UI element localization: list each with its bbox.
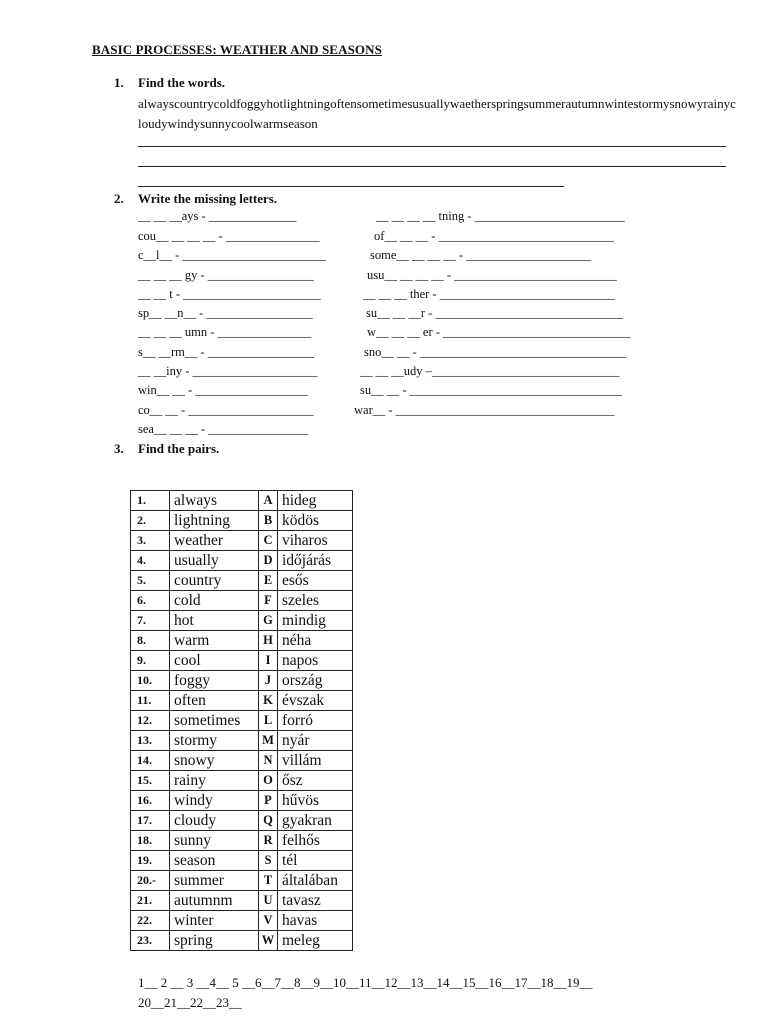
english-word: autumnm [170, 891, 259, 911]
hungarian-word: hűvös [278, 791, 353, 811]
missing-letters-right[interactable]: usu__ __ __ __ - __________________________ [367, 268, 617, 282]
pair-letter: G [259, 611, 278, 631]
page-title: BASIC PROCESSES: WEATHER AND SEASONS [92, 42, 382, 57]
english-word: always [170, 491, 259, 511]
missing-letters-left[interactable]: sp__ __n__ - _________________ [138, 306, 313, 320]
pair-letter: V [259, 911, 278, 931]
pair-letter: U [259, 891, 278, 911]
pair-letter: L [259, 711, 278, 731]
missing-letters-right[interactable]: __ __ __ __ tning - ________________________ [376, 209, 625, 223]
pairs-row [131, 611, 353, 631]
pairs-row [131, 511, 353, 531]
pair-letter: S [259, 851, 278, 871]
hungarian-word: viharos [278, 531, 353, 551]
hungarian-word: gyakran [278, 811, 353, 831]
pair-letter: J [259, 671, 278, 691]
missing-letters-right[interactable]: sno__ __ - _________________________________ [364, 345, 627, 359]
pair-number: 16. [131, 791, 170, 811]
pair-letter: M [259, 731, 278, 751]
pairs-row [131, 751, 353, 771]
english-word: foggy [170, 671, 259, 691]
pairs-row [131, 571, 353, 591]
pair-letter: D [259, 551, 278, 571]
english-word: winter [170, 911, 259, 931]
pair-number: 15. [131, 771, 170, 791]
missing-letters-left[interactable]: __ __ __ umn - _______________ [138, 325, 312, 339]
english-word: warm [170, 631, 259, 651]
missing-letters-left[interactable]: sea__ __ __ - ________________ [138, 422, 309, 436]
hungarian-word: napos [278, 651, 353, 671]
pair-number: 4. [131, 551, 170, 571]
pairs-row [131, 831, 353, 851]
pair-number: 19. [131, 851, 170, 871]
pair-number: 17. [131, 811, 170, 831]
pair-number: 18. [131, 831, 170, 851]
section-1-heading [114, 75, 225, 91]
missing-letters-right[interactable]: some__ __ __ __ - ____________________ [370, 248, 592, 262]
pair-number: 11. [131, 691, 170, 711]
pair-number: 5. [131, 571, 170, 591]
hungarian-word: esős [278, 571, 353, 591]
english-word: country [170, 571, 259, 591]
missing-letters-right[interactable]: su__ __ __r - ______________________________ [366, 306, 623, 320]
pair-number: 22. [131, 911, 170, 931]
section-3-number: 3. [114, 441, 124, 456]
pair-number: 14. [131, 751, 170, 771]
section-2-number: 2. [114, 191, 124, 206]
english-word: hot [170, 611, 259, 631]
section-2-title: Write the missing letters. [138, 191, 278, 206]
pair-letter: I [259, 651, 278, 671]
hungarian-word: tavasz [278, 891, 353, 911]
hungarian-word: szeles [278, 591, 353, 611]
pair-number: 9. [131, 651, 170, 671]
pairs-row [131, 891, 353, 911]
hungarian-word: nyár [278, 731, 353, 751]
hungarian-word: mindig [278, 611, 353, 631]
missing-letters-right[interactable]: of__ __ __ - ____________________________ [374, 229, 614, 243]
pair-letter: E [259, 571, 278, 591]
missing-letters-right[interactable]: war__ - ___________________________________ [354, 403, 615, 417]
english-word: windy [170, 791, 259, 811]
hungarian-word: ország [278, 671, 353, 691]
pair-letter: O [259, 771, 278, 791]
hungarian-word: villám [278, 751, 353, 771]
pair-letter: C [259, 531, 278, 551]
hungarian-word: forró [278, 711, 353, 731]
pair-number: 12. [131, 711, 170, 731]
pair-letter: R [259, 831, 278, 851]
pairs-row [131, 691, 353, 711]
section-3-heading [114, 441, 219, 457]
missing-letters-left[interactable]: win__ __ - __________________ [138, 383, 308, 397]
english-word: stormy [170, 731, 259, 751]
pairs-row [131, 931, 353, 951]
english-word: weather [170, 531, 259, 551]
missing-letters-right[interactable]: su__ __ - __________________________________ [360, 383, 623, 397]
hungarian-word: időjárás [278, 551, 353, 571]
english-word: sunny [170, 831, 259, 851]
hungarian-word: általában [278, 871, 353, 891]
pair-number: 1. [131, 491, 170, 511]
english-word: rainy [170, 771, 259, 791]
english-word: cool [170, 651, 259, 671]
english-word: season [170, 851, 259, 871]
pairs-row [131, 871, 353, 891]
hungarian-word: havas [278, 911, 353, 931]
pairs-row [131, 771, 353, 791]
section-1-title: Find the words. [138, 75, 226, 90]
missing-letters-right[interactable]: w__ __ __ er - ______________________________ [367, 325, 631, 339]
pair-letter: W [259, 931, 278, 951]
missing-letters-left[interactable]: __ __iny - ____________________ [138, 364, 318, 378]
pair-letter: F [259, 591, 278, 611]
pair-letter: A [259, 491, 278, 511]
pairs-row [131, 591, 353, 611]
pair-letter: Q [259, 811, 278, 831]
hungarian-word: felhős [278, 831, 353, 851]
pair-letter: K [259, 691, 278, 711]
missing-letters-right[interactable]: __ __ __ ther - ____________________________ [363, 287, 615, 301]
pairs-row [131, 531, 353, 551]
hungarian-word: néha [278, 631, 353, 651]
pairs-row [131, 491, 353, 511]
pairs-row [131, 851, 353, 871]
pairs-row [131, 911, 353, 931]
pairs-row [131, 671, 353, 691]
hungarian-word: ködös [278, 511, 353, 531]
missing-letters-left[interactable]: __ __ __ays - ______________ [138, 209, 297, 223]
missing-letters-left[interactable]: co__ __ - ____________________ [138, 403, 314, 417]
answer-line-3[interactable] [138, 186, 564, 187]
letter-string: alwayscountrycoldfoggyhotlightningoftensometimesusuallywaetherspringsummerautumnwintestormysnowyrainycloudywindysunnycoolwarmseason [138, 96, 736, 131]
pair-number: 20.- [131, 871, 170, 891]
pair-number: 3. [131, 531, 170, 551]
missing-letters-left[interactable]: c__l__ - _______________________ [138, 248, 327, 262]
english-word: sometimes [170, 711, 259, 731]
answer-line-2[interactable] [138, 166, 726, 167]
missing-letters-left[interactable]: cou__ __ __ __ - _______________ [138, 229, 320, 243]
pair-number: 7. [131, 611, 170, 631]
english-word: summer [170, 871, 259, 891]
english-word: spring [170, 931, 259, 951]
pair-letter: H [259, 631, 278, 651]
pairs-row [131, 731, 353, 751]
english-word: often [170, 691, 259, 711]
pair-letter: B [259, 511, 278, 531]
pair-letter: T [259, 871, 278, 891]
pairs-row [131, 711, 353, 731]
hungarian-word: hideg [278, 491, 353, 511]
pairs-answer-line-1[interactable]: 1__ 2 __ 3 __4__ 5 __6__7__8__9__10__11__12__13__14__15__16__17__18__19__ [138, 975, 593, 990]
pair-letter: N [259, 751, 278, 771]
hungarian-word: évszak [278, 691, 353, 711]
pairs-row [131, 791, 353, 811]
english-word: cloudy [170, 811, 259, 831]
section-3-title: Find the pairs. [138, 441, 220, 456]
pair-number: 8. [131, 631, 170, 651]
missing-letters-right[interactable]: __ __ __udy –______________________________ [360, 364, 620, 378]
pair-number: 23. [131, 931, 170, 951]
pairs-row [131, 551, 353, 571]
english-word: snowy [170, 751, 259, 771]
english-word: lightning [170, 511, 259, 531]
section-1-number: 1. [114, 75, 124, 90]
pairs-row [131, 811, 353, 831]
english-word: usually [170, 551, 259, 571]
pair-number: 2. [131, 511, 170, 531]
pairs-row [131, 631, 353, 651]
pairs-table [130, 490, 353, 951]
hungarian-word: ősz [278, 771, 353, 791]
answer-line-1[interactable] [138, 146, 726, 147]
pairs-row [131, 651, 353, 671]
section-2-heading [114, 191, 277, 207]
hungarian-word: tél [278, 851, 353, 871]
pair-number: 6. [131, 591, 170, 611]
missing-letters-left[interactable]: __ __ t - ______________________ [138, 287, 321, 301]
missing-letters-left[interactable]: s__ __rm__ - _________________ [138, 345, 315, 359]
english-word: cold [170, 591, 259, 611]
hungarian-word: meleg [278, 931, 353, 951]
pair-number: 10. [131, 671, 170, 691]
pairs-answer-line-2[interactable]: 20__21__22__23__ [138, 995, 242, 1010]
missing-letters-left[interactable]: __ __ __ gy - _________________ [138, 268, 315, 282]
pair-number: 13. [131, 731, 170, 751]
pair-letter: P [259, 791, 278, 811]
pair-number: 21. [131, 891, 170, 911]
